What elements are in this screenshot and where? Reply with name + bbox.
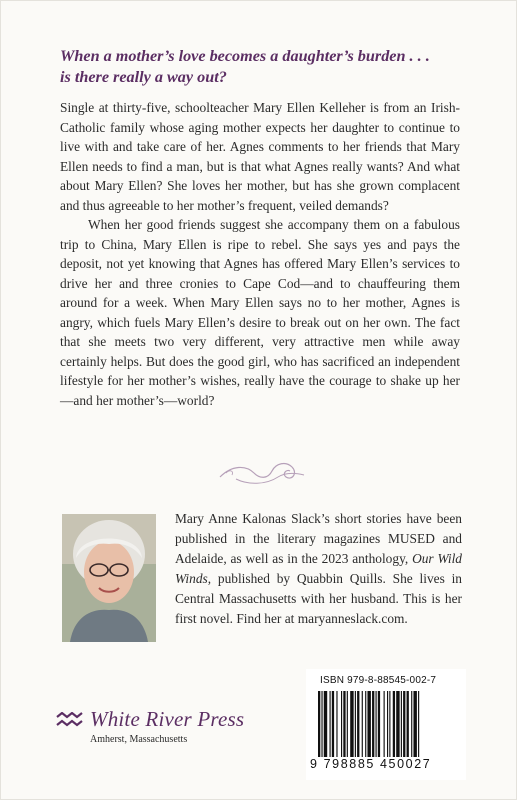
bio-anthology-title: Our Wild Winds bbox=[175, 551, 462, 586]
publisher-location: Amherst, Massachusetts bbox=[90, 734, 188, 745]
bio-text-start: Mary Anne Kalonas Slack’s short stories have been published in the literary magazines MUSED and Adelaide, as well as in the 2023 anthology, bbox=[175, 511, 462, 566]
isbn-barcode bbox=[306, 669, 466, 780]
isbn-digits: 9 798885 450027 bbox=[310, 757, 432, 771]
blurb-paragraph-2: When her good friends suggest she accompany them on a fabulous trip to China, Mary Ellen is ripe to rebel. She says yes and pays the deposit, not yet knowing that Agnes has offered Mary Ellen’s services to drive her and three cronies to Cape Cod—and to chauffeuring them around for a week. When Mary Ellen says no to her mother, Agnes is angry, which fuels Mary Ellen’s desire to break out on her own. The fact that she meets two very different, very attractive men while away certainly helps. But does the good girl, who has sacrificed an independent lifestyle for her mother’s wishes, really have the courage to shake up her—and her mother’s—world? bbox=[60, 217, 460, 408]
bio-text-end: , published by Quabbin Quills. She lives in Central Massachusetts with her husband. This is her first novel. Find her at maryanneslack.com. bbox=[175, 571, 462, 626]
author-photo bbox=[62, 514, 156, 642]
author-bio bbox=[175, 509, 462, 629]
tagline-line-1: When a mother’s love becomes a daughter’s burden . . . bbox=[60, 47, 430, 65]
barcode-bars bbox=[318, 691, 454, 757]
isbn-label: ISBN 979-8-88545-002-7 bbox=[320, 675, 437, 686]
flourish-ornament-icon bbox=[216, 455, 308, 489]
book-blurb bbox=[60, 98, 460, 410]
blurb-paragraph-1: Single at thirty-five, schoolteacher Mary Ellen Kelleher is from an Irish-Catholic family whose aging mother expects her daughter to continue to live with and take care of her. Agnes comments to her friends that Mary Ellen needs to find a man, but is that what Agnes really wants? And what about Mary Ellen? She loves her mother, but has she grown complacent and thus agreeable to her mother’s frequent, veiled demands? bbox=[60, 100, 460, 213]
tagline-line-2: is there really a way out? bbox=[60, 68, 227, 86]
publisher-name: White River Press bbox=[90, 707, 245, 731]
publisher-logo bbox=[56, 707, 286, 745]
aquarius-waves-icon bbox=[56, 712, 84, 728]
tagline bbox=[60, 46, 480, 88]
